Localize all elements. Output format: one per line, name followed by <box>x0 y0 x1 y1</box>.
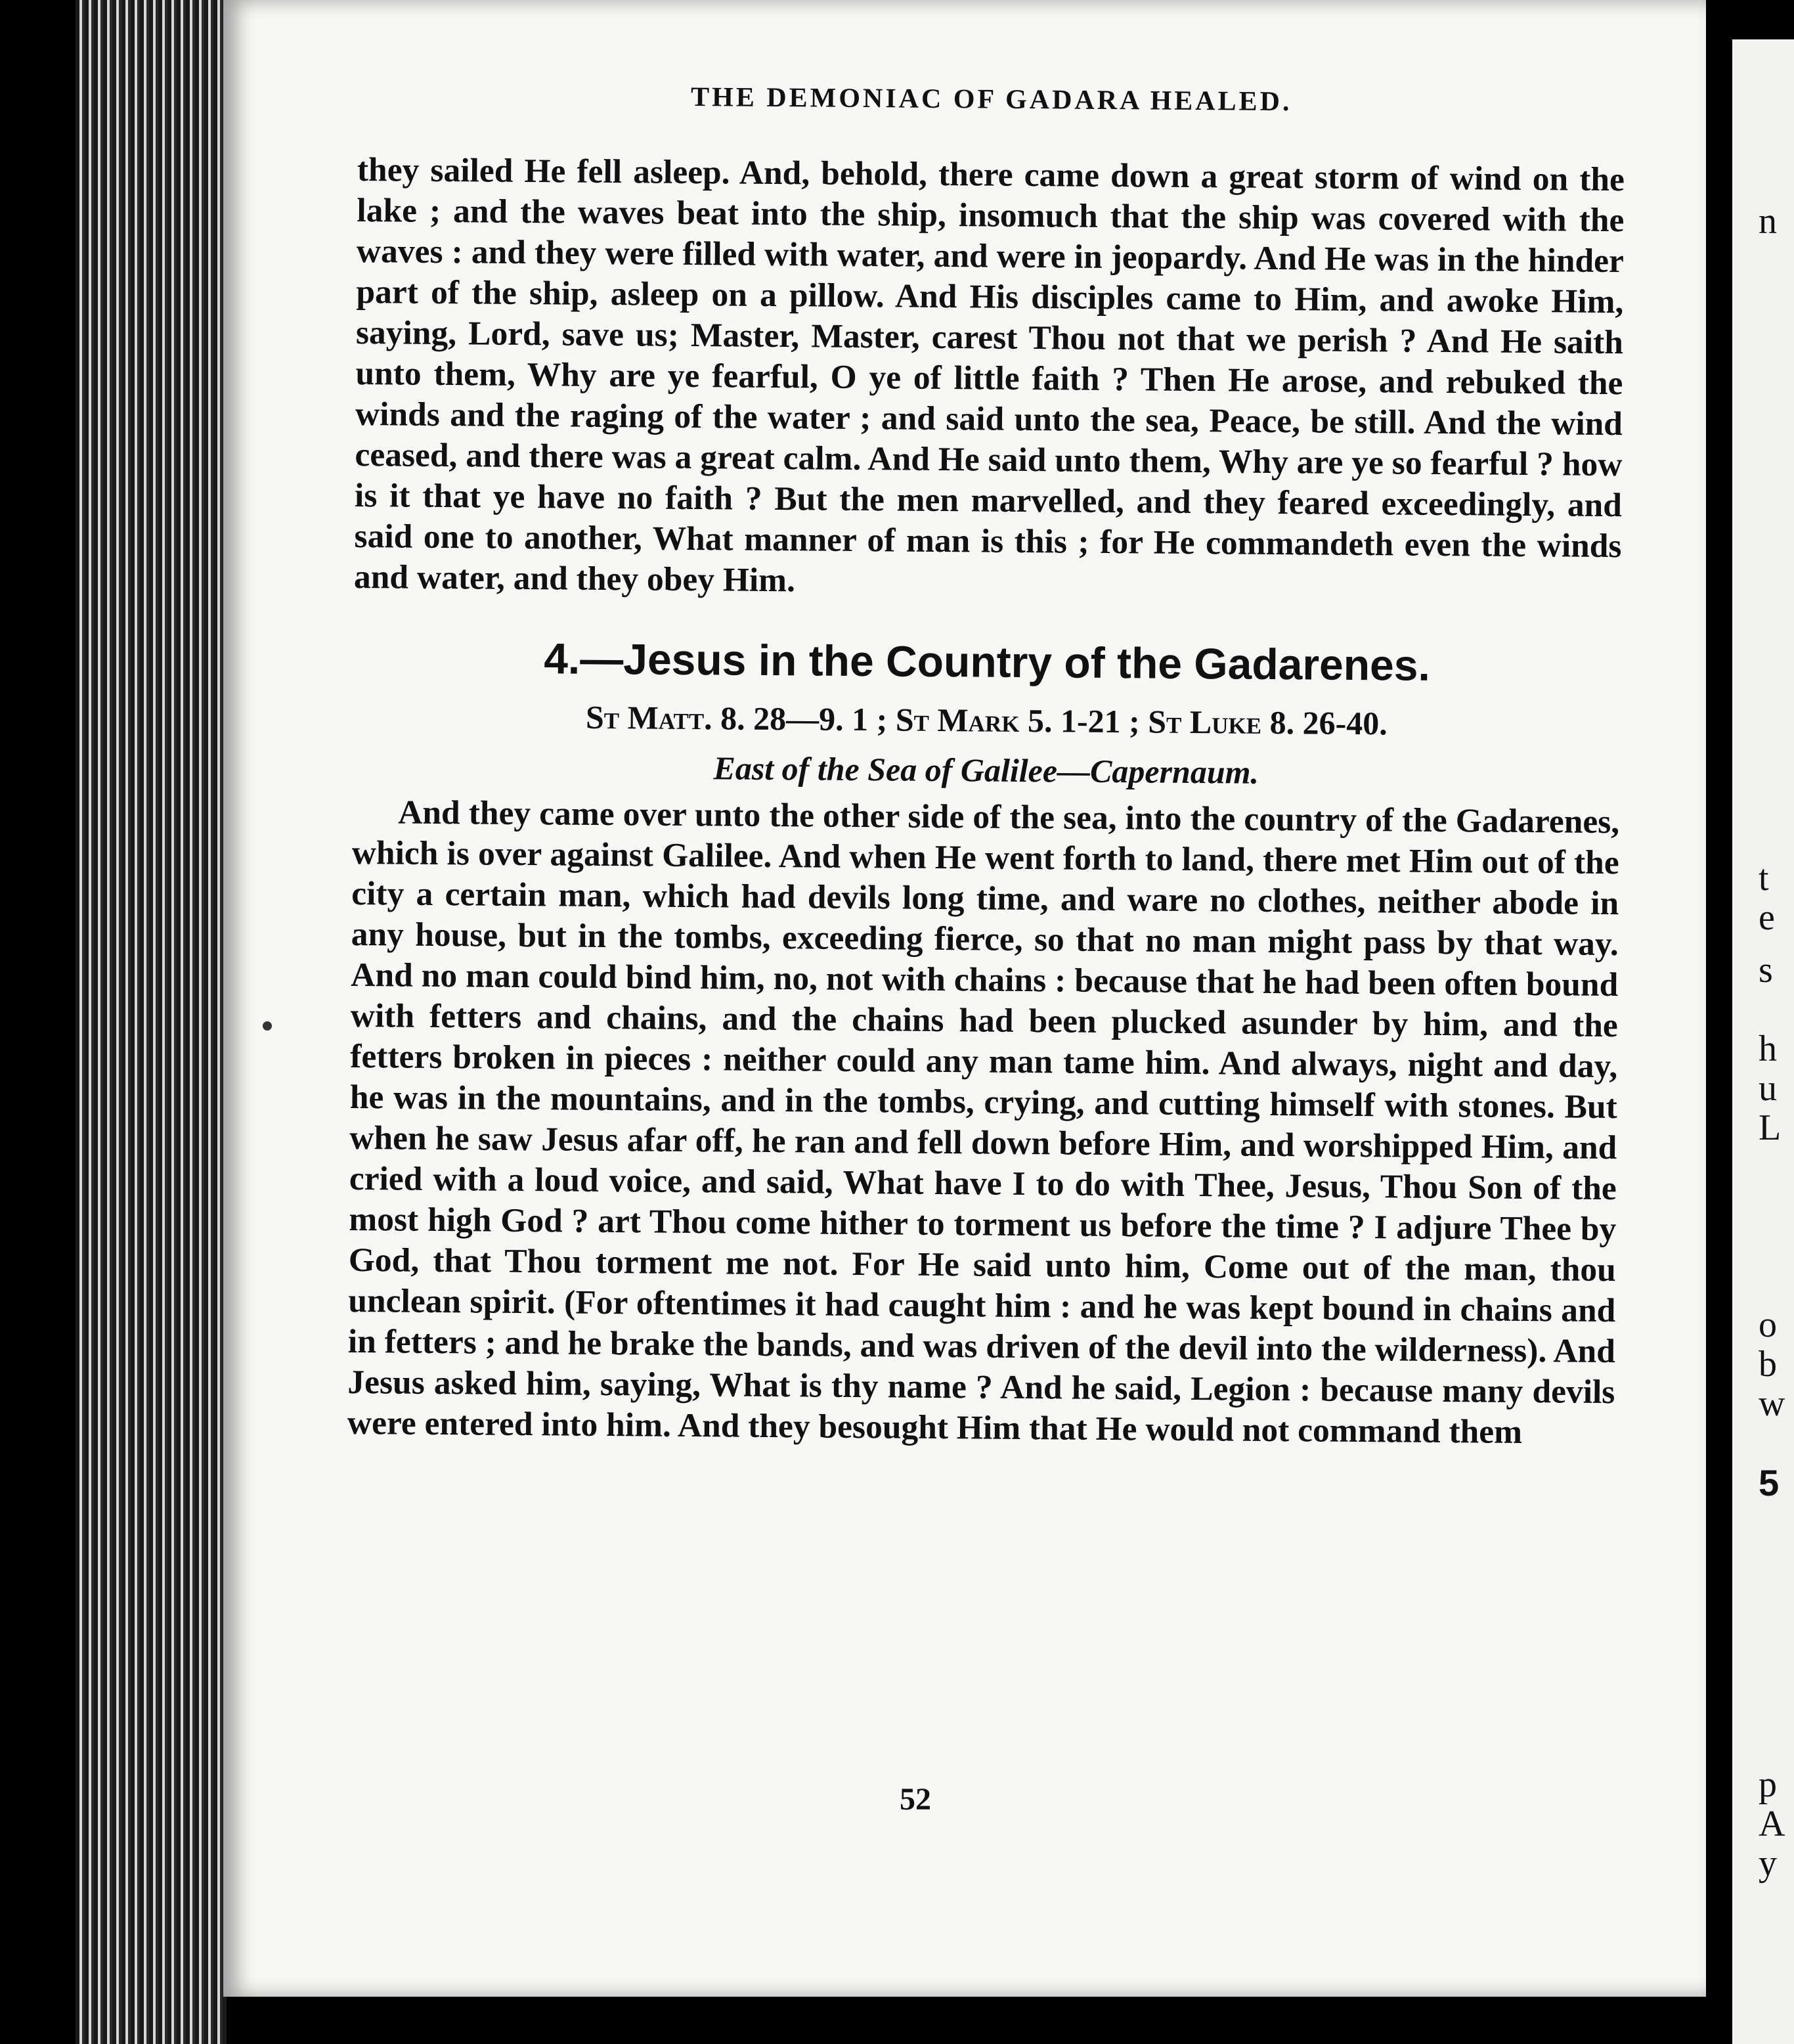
book-gutter <box>1706 0 1732 2044</box>
section-title: 4.—Jesus in the Country of the Gadarenes. <box>543 634 1431 690</box>
ink-dot <box>263 1021 272 1031</box>
adjacent-page-fragment: n <box>1759 201 1777 242</box>
adjacent-page-fragment: p <box>1759 1764 1777 1805</box>
paragraph-gadarenes: And they came over unto the other side of the sea, into the country of the Gadarenes, which is over against Galilee. And when He went forth to land, there met Him out of the city a certain man, which had devils long time, and ware no clothes, neither abode in any house, but in the tombs, exceeding fierce, so that no man might pass by that way. And no man could bind him, no, not with chains : because that he had been often bound with fetters and chains, and the chains had been plucked asunder by him, and the fetters broken in pieces : neither could any man tame him. And always, night and day, he was in the mountains, and in the tombs, crying, and cutting himself with stones. But when he saw Jesus afar off, he ran and fell down before Him, and worshipped Him, and cried with a loud voice, and said, What have I to do with Thee, Jesus, Thou Son of the most high God ? art Thou come hither to torment us before the time ? I adjure Thee by God, that Thou torment me not. For He said unto him, Come out of the man, thou unclean spirit. (For oftentimes it had caught him : and he was kept bound in chains and in fetters ; and he brake the bands, and was driven of the devil into the wilderness). And Jesus asked him, saying, What is thy name ? And he said, Legion : because many devils were entered into him. And they besought Him that He would not command them <box>347 793 1620 1451</box>
scripture-references: St Matt. 8. 28—9. 1 ; St Mark 5. 1-21 ; St Luke 8. 26-40. <box>585 698 1388 742</box>
adjacent-page-fragment: t <box>1759 858 1769 899</box>
book-page-edges <box>76 0 227 2044</box>
adjacent-page-edge <box>1732 39 1794 2044</box>
adjacent-page-fragment: 5 <box>1759 1462 1780 1503</box>
page-text-block <box>347 79 1625 1454</box>
adjacent-page-fragment: A <box>1759 1804 1785 1844</box>
adjacent-page-fragment: u <box>1759 1068 1777 1109</box>
page-number: 52 <box>900 1782 931 1817</box>
running-head: THE DEMONIAC OF GADARA HEALED. <box>690 81 1292 118</box>
adjacent-page-fragment: s <box>1759 950 1773 990</box>
adjacent-page-fragment: e <box>1759 897 1775 938</box>
adjacent-page-fragment: w <box>1759 1383 1785 1424</box>
place-subtitle: East of the Sea of Galilee—Capernaum. <box>713 749 1259 791</box>
adjacent-page-fragment: o <box>1759 1304 1777 1345</box>
adjacent-page-fragment: L <box>1759 1107 1782 1148</box>
adjacent-page-fragment: y <box>1759 1843 1777 1884</box>
adjacent-page-fragment: h <box>1759 1029 1777 1069</box>
adjacent-page-fragment: b <box>1759 1344 1777 1385</box>
paragraph-storm: they sailed He fell asleep. And, behold, there came down a great storm of wind on the lake ; and the waves beat into the ship, insomuch that the ship was covered with the waves : and they were filled with water, and were in jeopardy. And He was in the hinder part of the ship, asleep on a pillow. And His disciples came to Him, and awoke Him, saying, Lord, save us; Master, Master, carest Thou not that we perish ? And He saith unto them, Why are ye fearful, O ye of little faith ? Then He arose, and rebuked the winds and the raging of the water ; and said unto the sea, Peace, be still. And the wind ceased, and there was a great calm. And He said unto them, Why are ye so fearful ? how is it that ye have no faith ? But the men marvelled, and they feared exceedingly, and said one to another, What manner of man is this ; for He commandeth even the winds and water, and they obey Him. <box>353 150 1625 600</box>
